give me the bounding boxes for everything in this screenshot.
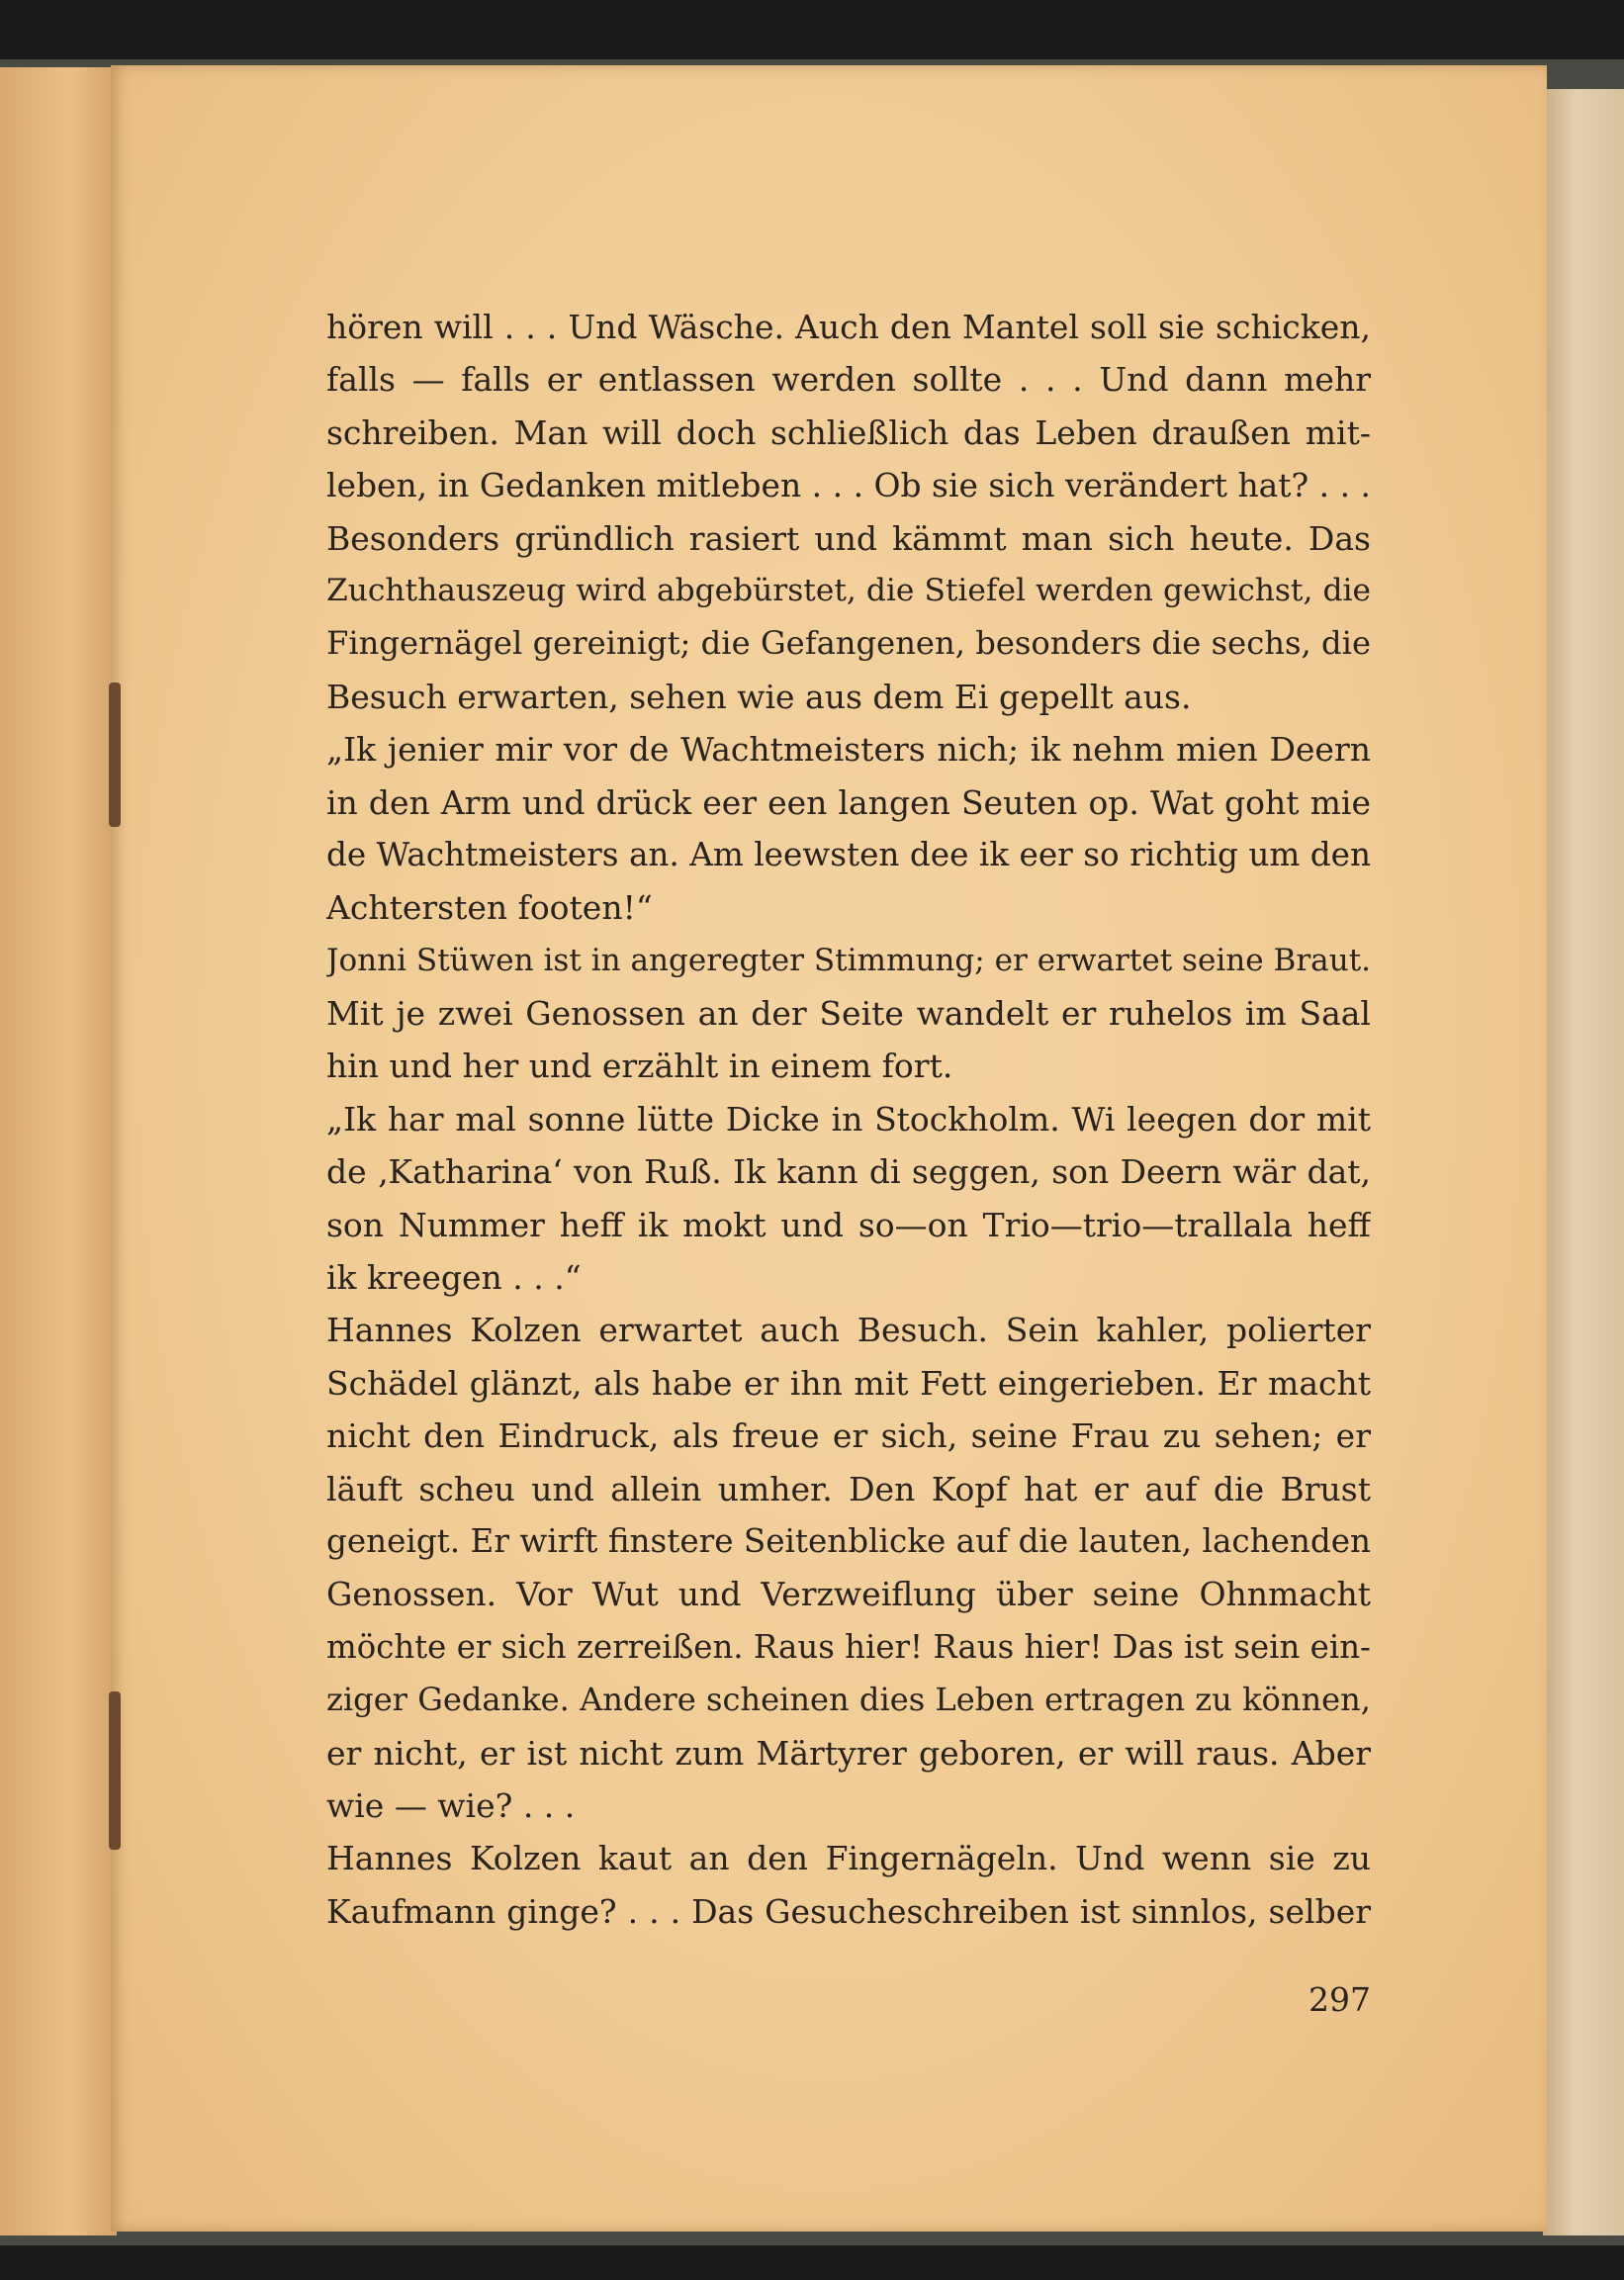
text-line: „Ik har mal sonne lütte Dicke in Stockholm. Wi leegen dor mit <box>326 1099 1371 1139</box>
text-line: ik kreegen . . .“ <box>326 1258 582 1298</box>
text-line: nicht den Eindruck, als freue er sich, seine Frau zu sehen; er <box>326 1416 1371 1456</box>
page-number: 297 <box>1308 1980 1371 2019</box>
body-text <box>326 301 1371 1938</box>
text-line: Jonni Stüwen ist in angeregter Stimmung; er erwartet seine Braut. <box>326 942 1371 978</box>
text-line: schreiben. Man will doch schließlich das Leben draußen mit- <box>326 412 1371 452</box>
text-line: Zuchthauszeug wird abgebürstet, die Stiefel werden gewichst, die <box>326 572 1371 608</box>
text-line: hin und her und erzählt in einem fort. <box>326 1047 953 1086</box>
text-line: läuft scheu und allein umher. Den Kopf hat er auf die Brust <box>326 1469 1371 1508</box>
text-line: er nicht, er ist nicht zum Märtyrer geboren, er will raus. Aber <box>326 1733 1371 1773</box>
left-page-edge <box>0 67 117 2235</box>
text-line: möchte er sich zerreißen. Raus hier! Raus hier! Das ist sein ein- <box>326 1627 1371 1666</box>
binding-thread-mark <box>109 683 121 827</box>
text-line: Besonders gründlich rasiert und kämmt man sich heute. Das <box>326 518 1371 558</box>
text-line: Genossen. Vor Wut und Verzweiflung über seine Ohnmacht <box>326 1575 1371 1614</box>
text-line: Schädel glänzt, als habe er ihn mit Fett eingerieben. Er macht <box>326 1363 1371 1403</box>
text-line: Fingernägel gereinigt; die Gefangenen, besonders die sechs, die <box>326 624 1371 663</box>
text-line: Mit je zwei Genossen an der Seite wandelt er ruhelos im Saal <box>326 994 1371 1034</box>
right-page-stack <box>1543 89 1624 2235</box>
binding-thread-mark <box>109 1691 121 1850</box>
text-line: „Ik jenier mir vor de Wachtmeisters nich; ik nehm mien Deern <box>326 730 1371 770</box>
text-line: de Wachtmeisters an. Am leewsten dee ik eer so richtig um den <box>326 835 1371 873</box>
text-line: Besuch erwarten, sehen wie aus dem Ei gepellt aus. <box>326 677 1192 716</box>
text-line: son Nummer heff ik mokt und so—on Trio—trio—trallala heff <box>326 1205 1371 1244</box>
text-line: Kaufmann ginge? . . . Das Gesucheschreiben ist sinnlos, selber <box>326 1891 1371 1931</box>
text-line: de ‚Katharina‘ von Ruß. Ik kann di seggen, son Deern wär dat, <box>326 1152 1371 1192</box>
text-line: falls — falls er entlassen werden sollte . . . Und dann mehr <box>326 360 1371 400</box>
text-line: ziger Gedanke. Andere scheinen dies Leben ertragen zu können, <box>326 1681 1371 1719</box>
text-line: geneigt. Er wirft finstere Seitenblicke auf die lauten, lachenden <box>326 1521 1371 1560</box>
text-line: wie — wie? . . . <box>326 1785 576 1825</box>
text-line: leben, in Gedanken mitleben . . . Ob sie sich verändert hat? . . . <box>326 466 1371 505</box>
text-line: Hannes Kolzen erwartet auch Besuch. Sein kahler, polierter <box>326 1311 1371 1350</box>
text-line: Hannes Kolzen kaut an den Fingernägeln. Und wenn sie zu <box>326 1839 1371 1878</box>
text-line: hören will . . . Und Wäsche. Auch den Mantel soll sie schicken, <box>326 308 1371 346</box>
text-line: in den Arm und drück eer een langen Seuten op. Wat goht mie <box>326 782 1371 822</box>
text-line: Achtersten footen!“ <box>326 888 653 928</box>
